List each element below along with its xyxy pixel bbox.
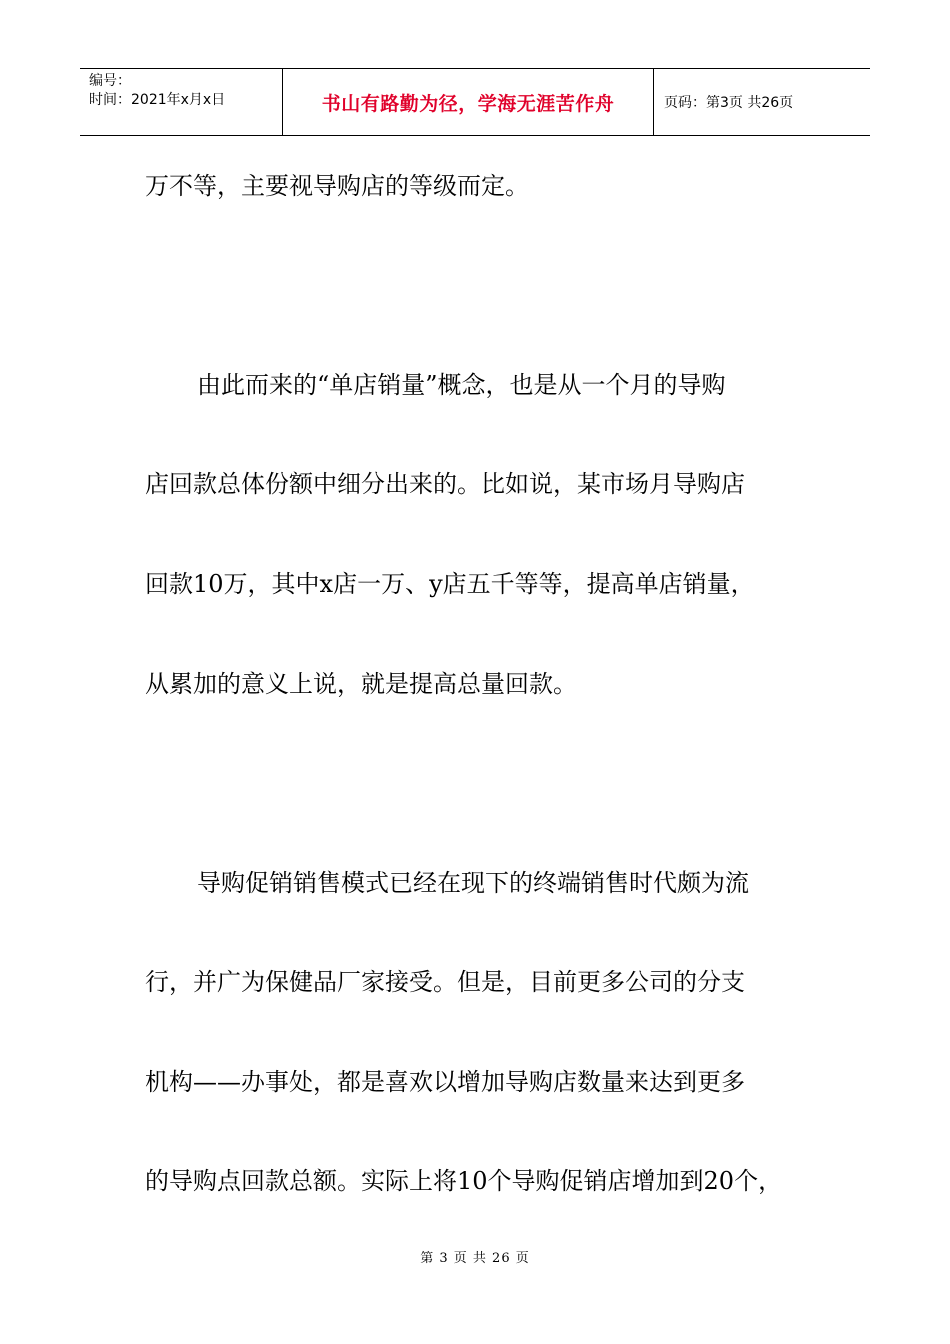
paragraph-2-line-2: 店回款总体份额中细分出来的。比如说，某市场月导购店 bbox=[145, 470, 745, 498]
paragraph-1-line-1: 万不等，主要视导购店的等级而定。 bbox=[145, 172, 529, 200]
paragraph-2-line-3: 回款10万，其中x店一万、y店五千等等，提高单店销量， bbox=[145, 570, 755, 598]
paragraph-2-line-4: 从累加的意义上说，就是提高总量回款。 bbox=[145, 670, 577, 698]
header-meta bbox=[80, 69, 282, 135]
document-number-label: 编号： bbox=[89, 73, 131, 89]
document-date: 时间：2021年x月x日 bbox=[89, 92, 226, 108]
page-header bbox=[80, 68, 870, 136]
header-motto: 书山有路勤为径，学海无涯苦作舟 bbox=[282, 69, 654, 135]
paragraph-3-line-3: 机构——办事处，都是喜欢以增加导购店数量来达到更多 bbox=[145, 1068, 745, 1096]
paragraph-3-line-4: 的导购点回款总额。实际上将10个导购促销店增加到20个， bbox=[145, 1167, 783, 1195]
header-page-info: 页码：第3页 共26页 bbox=[664, 95, 794, 111]
paragraph-3-line-2: 行，并广为保健品厂家接受。但是，目前更多公司的分支 bbox=[145, 968, 745, 996]
paragraph-2-line-1: 由此而来的“单店销量”概念，也是从一个月的导购 bbox=[197, 371, 726, 399]
page-footer: 第 3 页 共 26 页 bbox=[420, 1251, 530, 1266]
paragraph-3-line-1: 导购促销销售模式已经在现下的终端销售时代颇为流 bbox=[197, 869, 749, 897]
